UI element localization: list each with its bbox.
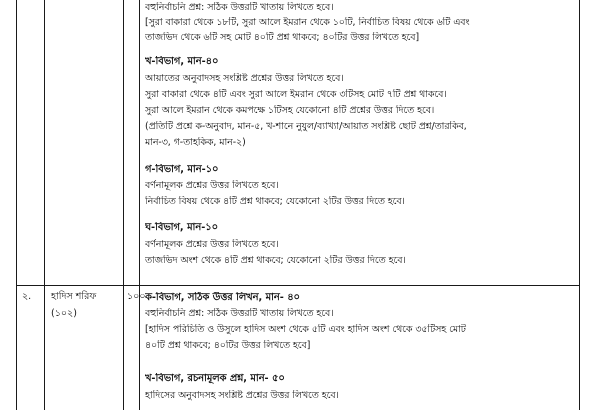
- section-kha-marks-note2: মান-৩, গ-তাহকিক, মান-২): [145, 137, 246, 148]
- table-divider-serial: [44, 0, 45, 410]
- table-border-right: [579, 0, 580, 410]
- section-kha-heading: খ-বিভাগ, মান-৪০: [145, 56, 219, 67]
- section-kha-instruction: আয়াতের অনুবাদসহ সংশ্লিষ্ট প্রশ্নের উত্তর লিখতে হবে।: [145, 73, 344, 84]
- section-ga-rule: নির্বাচিত বিষয় থেকে ৪টি প্রশ্ন থাকবে; যেকোনো ২টির উত্তর দিতে হবে।: [145, 196, 405, 207]
- mcq-distribution-line2: তাজভিদ থেকে ৬টি সহ মোট ৪০টি প্রশ্ন থাকবে; ৪০টির উত্তর লিখতে হবে]: [145, 32, 420, 43]
- hadith-section-kha-heading: খ-বিভাগ, রচনামূলক প্রশ্ন, মান- ৫০: [145, 373, 285, 384]
- mcq-distribution-line1: [সুরা বাকারা থেকে ১৮টি, সুরা আলে ইমরান থেকে ১০টি, নির্বাচিত বিষয় থেকে ৬টি এবং: [145, 17, 470, 28]
- hadith-mcq-instruction: বহুনির্বাচনি প্রশ্ন: সঠিক উত্তরটি খাতায় লিখতে হবে।: [145, 308, 334, 319]
- section-gha-instruction: বর্ণনামূলক প্রশ্নের উত্তর লিখতে হবে।: [145, 239, 279, 250]
- hadith-mcq-distribution2: ৪০টি প্রশ্ন থাকবে; ৪০টির উত্তর লিখতে হবে]: [145, 340, 311, 351]
- section-gha-heading: ঘ-বিভাগ, মান-১০: [145, 222, 218, 233]
- section-kha-answer-rule: সুরা আলে ইমরান থেকে কমপক্ষে ১টিসহ যেকোনো ৪টি প্রশ্নের উত্তর দিতে হবে।: [145, 105, 435, 116]
- table-row-divider: [16, 285, 579, 286]
- table-divider-marks: [139, 0, 140, 410]
- hadith-mcq-distribution1: [হাদিস পরিচিতি ও উসুলে হাদিস অংশ থেকে ৫টি এবং হাদিস অংশ থেকে ৩৫টিসহ মোট: [145, 324, 466, 335]
- section-ga-instruction: বর্ণনামূলক প্রশ্নের উত্তর লিখতে হবে।: [145, 180, 279, 191]
- table-divider-subject: [123, 0, 124, 410]
- table-border-left: [16, 0, 17, 410]
- section-ga-heading: গ-বিভাগ, মান-১০: [145, 164, 219, 175]
- row2-serial: ২.: [22, 291, 32, 302]
- section-gha-rule: তাজভিদ অংশ থেকে ৪টি প্রশ্ন থাকবে; যেকোনো ২টির উত্তর দিতে হবে।: [145, 255, 406, 266]
- hadith-section-ka-heading: ক-বিভাগ, সঠিক উত্তর লিখন, মান- ৪০: [145, 292, 300, 303]
- mcq-instruction: বহুনির্বাচনি প্রশ্ন: সঠিক উত্তরটি খাতায় লিখতে হবে।: [145, 2, 334, 13]
- section-kha-distribution: সুরা বাকারা থেকে ৪টি এবং সুরা আলে ইমরান থেকে ৩টিসহ মোট ৭টি প্রশ্ন থাকবে।: [145, 89, 447, 100]
- hadith-kha-instruction: হাদিসের অনুবাদসহ সংশ্লিষ্ট প্রশ্নের উত্তর লিখতে হবে।: [145, 390, 339, 401]
- section-kha-marks-note1: (প্রতিটি প্রশ্নে ক-অনুবাদ, মান-৫, খ-শানে নুযুল/ব্যাখ্যা/আয়াত সংশ্লিষ্ট ছোট প্রশ্ন/তারকিব,: [145, 121, 467, 132]
- row2-subject-name: হাদিস শরিফ: [51, 291, 97, 302]
- row2-subject-code: (১০২): [51, 308, 77, 319]
- row2-marks: ১০০: [127, 291, 146, 302]
